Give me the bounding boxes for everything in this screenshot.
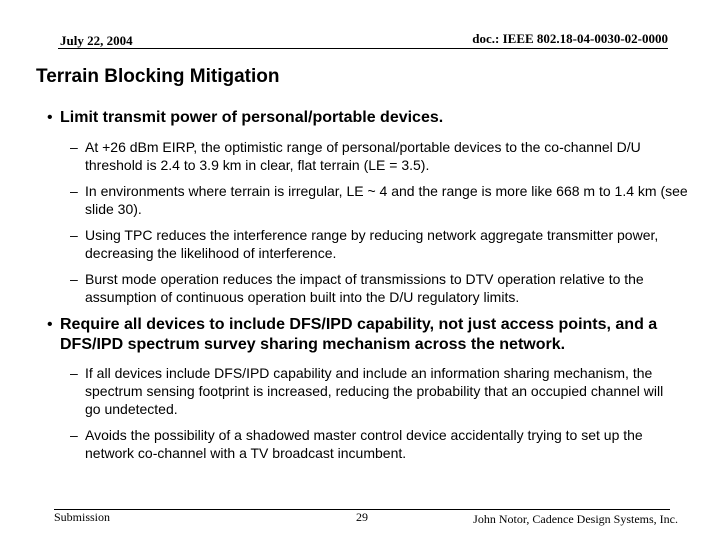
footer-submission: Submission	[54, 510, 111, 524]
dash-mark: –	[70, 139, 78, 155]
sub-bullet-1-2-text: In environments where terrain is irregular, LE ~ 4 and the range is more like 668 m to 1.4 km (see slide 30).	[85, 183, 688, 217]
sub-bullet-1-3	[70, 226, 670, 262]
bullet-2-text: Require all devices to include DFS/IPD capability, not just access points, and a DFS/IPD spectrum survey sharing mechanism across the network.	[60, 316, 658, 353]
footer-author: John Notor, Cadence Design Systems, Inc.	[473, 512, 678, 526]
sub-bullet-1-2	[70, 182, 690, 218]
sub-bullet-2-2-text: Avoids the possibility of a shadowed master control device accidentally trying to set up the network co-channel with a TV broadcast incumbent.	[85, 427, 643, 461]
sub-bullet-1-4-text: Burst mode operation reduces the impact of transmissions to DTV operation relative to the assumption of continuous operation built into the D/U regulatory limits.	[85, 271, 644, 305]
sub-bullet-1-1-text: At +26 dBm EIRP, the optimistic range of personal/portable devices to the co-channel D/U threshold is 2.4 to 3.9 km in clear, flat terrain (LE = 3.5).	[85, 139, 641, 173]
bullet-dot: •	[47, 109, 53, 126]
dash-mark: –	[70, 427, 78, 443]
bullet-dot: •	[47, 316, 53, 333]
footer-page-number: 29	[356, 510, 368, 524]
dash-mark: –	[70, 183, 78, 199]
header-divider	[58, 48, 668, 49]
header-date: July 22, 2004	[60, 33, 133, 48]
dash-mark: –	[70, 227, 78, 243]
sub-bullet-2-2	[70, 426, 690, 462]
sub-bullet-2-1	[70, 364, 670, 418]
bullet-2	[47, 315, 687, 355]
sub-bullet-1-3-text: Using TPC reduces the interference range by reducing network aggregate transmitter power, decreasing the likelihood of interference.	[85, 227, 659, 261]
dash-mark: –	[70, 271, 78, 287]
dash-mark: –	[70, 365, 78, 381]
sub-bullet-1-1	[70, 138, 670, 174]
bullet-1-text: Limit transmit power of personal/portable devices.	[60, 109, 444, 126]
slide-title: Terrain Blocking Mitigation	[36, 66, 280, 87]
sub-bullet-1-4	[70, 270, 690, 306]
bullet-1	[47, 108, 687, 128]
header-doc-id: doc.: IEEE 802.18-04-0030-02-0000	[472, 31, 668, 46]
sub-bullet-2-1-text: If all devices include DFS/IPD capability and include an information sharing mechanism, the spectrum sensing footprint is increased, reducing the probability that an occupied channel will go undetected.	[85, 365, 664, 417]
